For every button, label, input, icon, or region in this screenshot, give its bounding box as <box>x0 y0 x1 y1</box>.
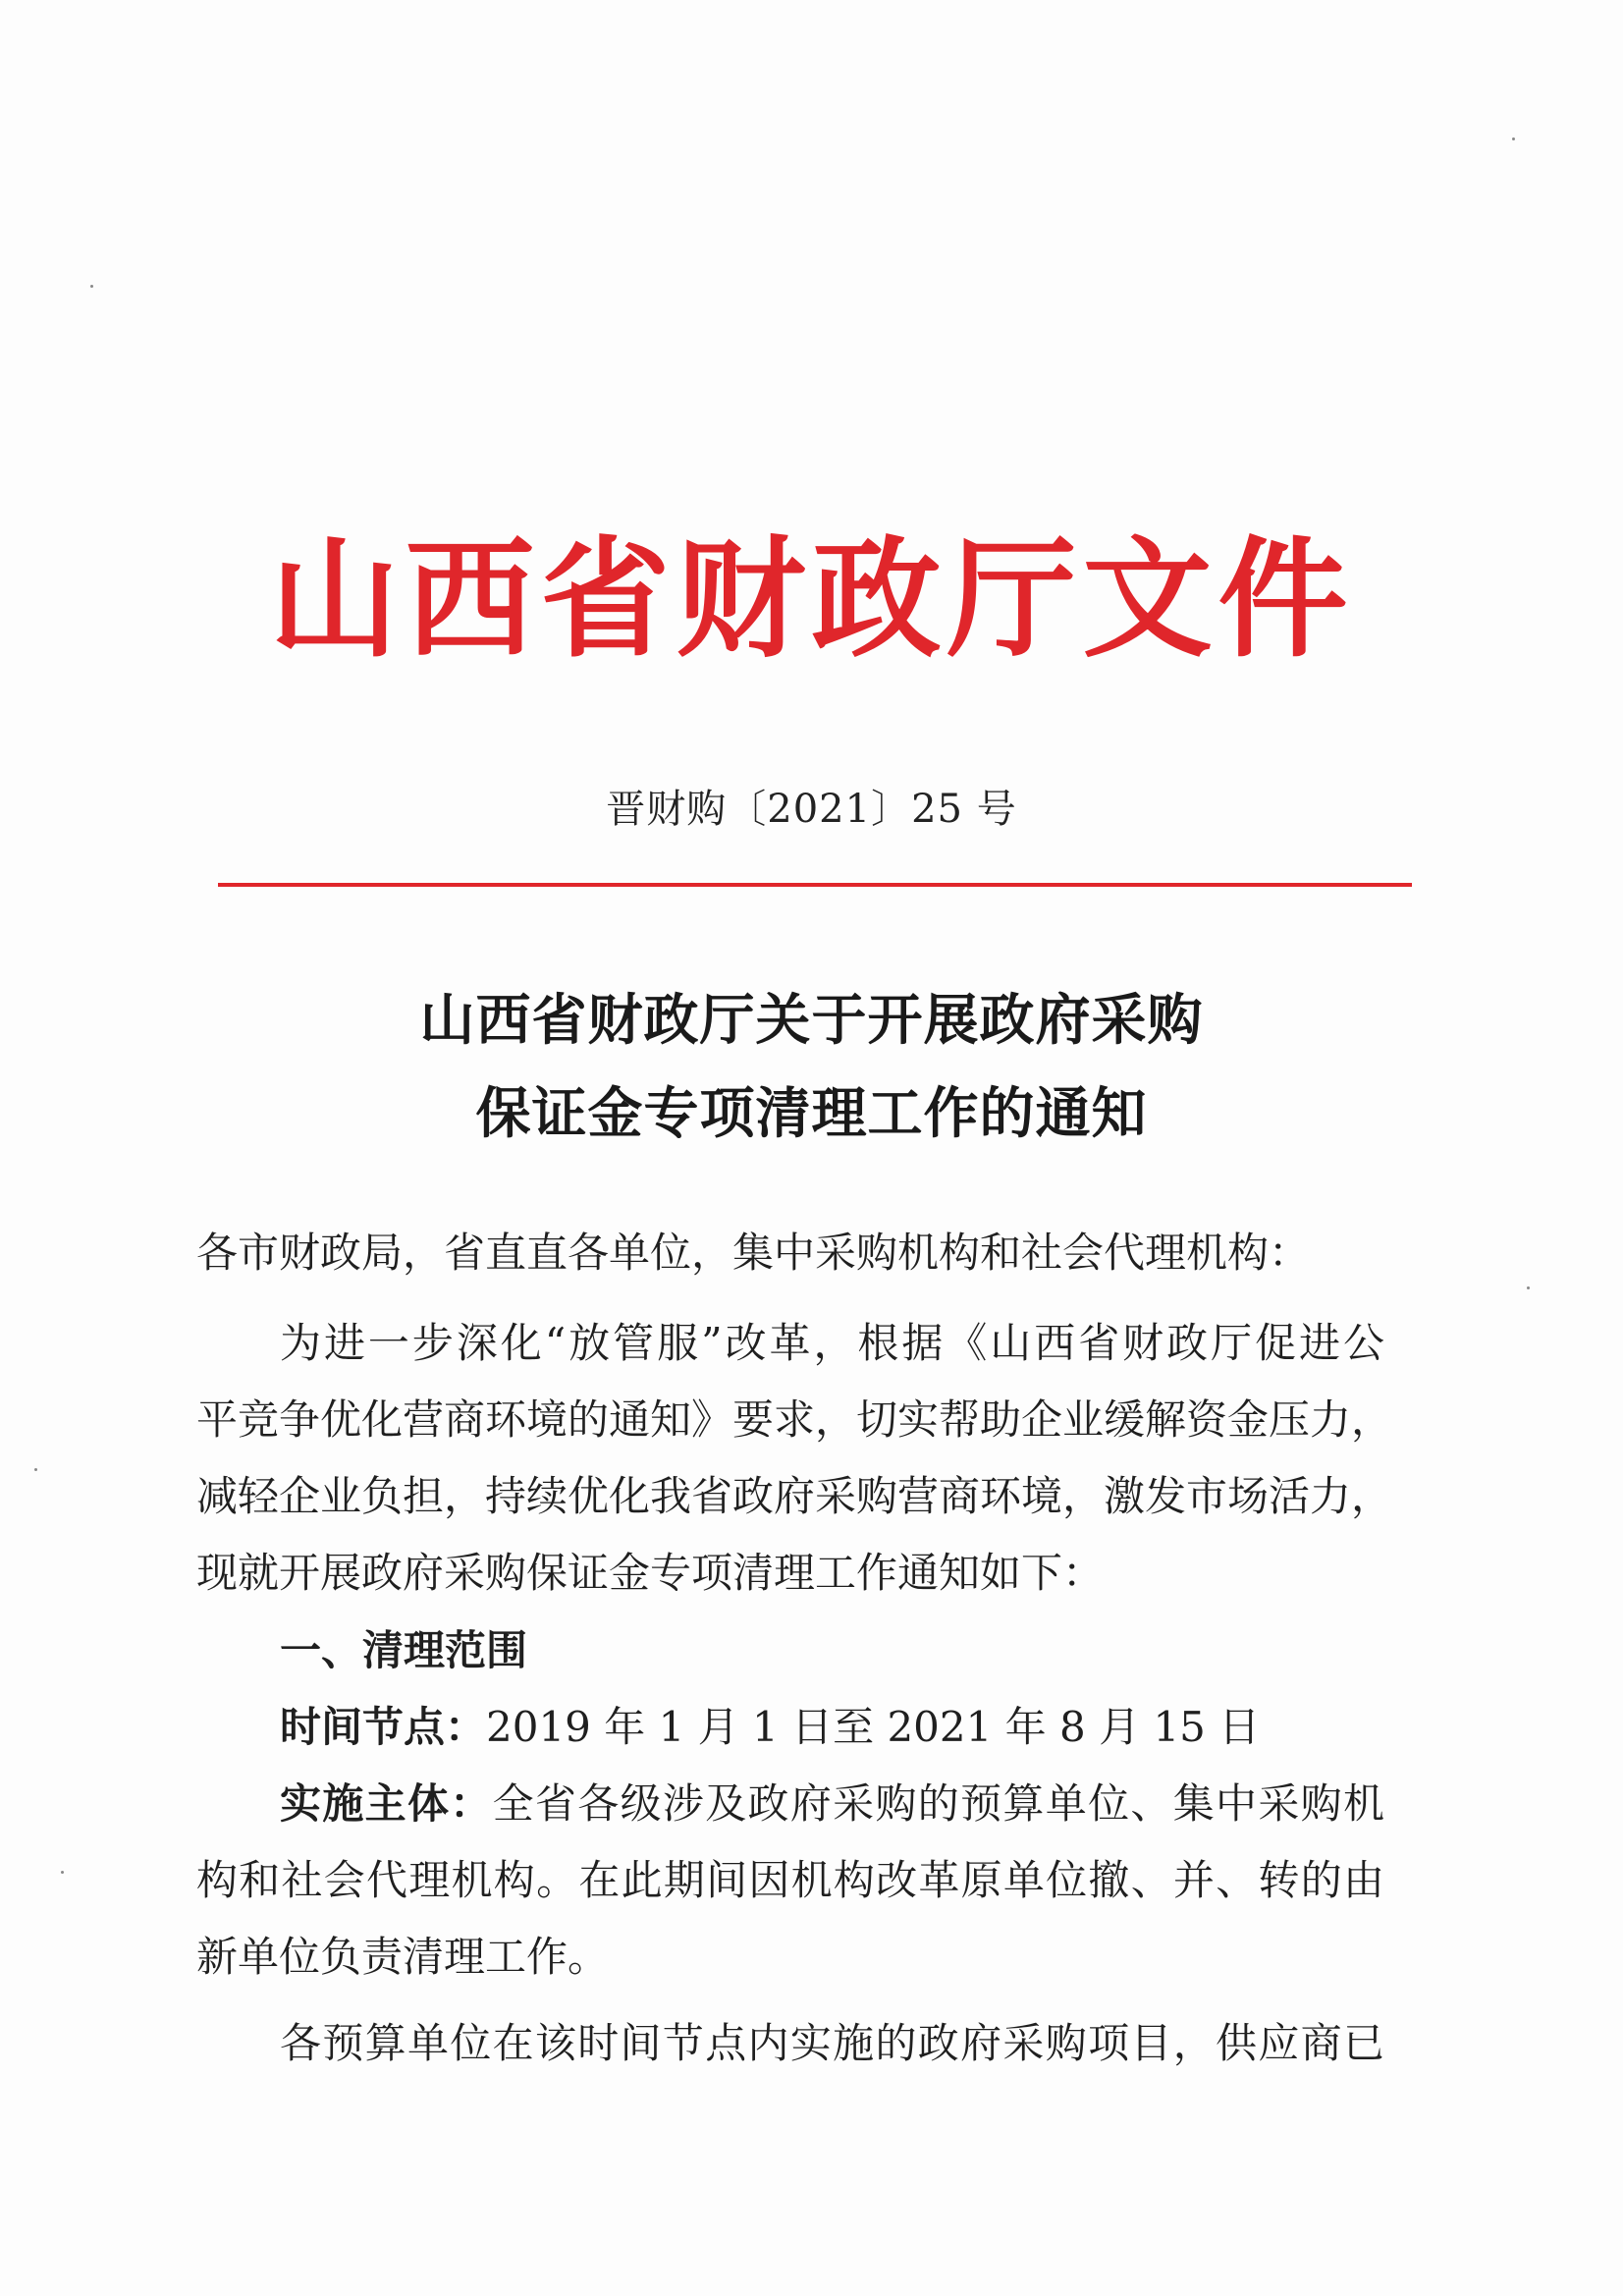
paragraph-last-line: 各预算单位在该时间节点内实施的政府采购项目，供应商已 <box>280 2019 1384 2067</box>
red-divider-line <box>218 883 1412 887</box>
time-node-label: 时间节点： <box>280 1703 487 1751</box>
scan-speck <box>1527 1286 1530 1289</box>
paragraph-1-line-3: 减轻企业负担，持续优化我省政府采购营商环境，激发市场活力， <box>196 1472 1393 1520</box>
time-node-line <box>280 1703 1468 1751</box>
scan-speck <box>34 1468 37 1471</box>
document-title-line-2: 保证金专项清理工作的通知 <box>475 1081 1148 1146</box>
document-title-line-1: 山西省财政厅关于开展政府采购 <box>419 988 1204 1053</box>
subject-text-1: 全省各级涉及政府采购的预算单位、集中采购机 <box>492 1779 1384 1828</box>
document-masthead: 山西省财政厅文件 <box>269 524 1354 676</box>
paragraph-1-line-1: 为进一步深化“放管服”改革，根据《山西省财政厅促进公 <box>280 1319 1384 1367</box>
subject-label: 实施主体： <box>280 1779 493 1828</box>
scan-speck <box>61 1871 64 1874</box>
document-number: 晋财购〔2021〕25 号 <box>606 787 1017 832</box>
addressee-line: 各市财政局，省直直各单位，集中采购机构和社会代理机构： <box>196 1229 1311 1277</box>
time-node-value: 2019 年 1 月 1 日至 2021 年 8 月 15 日 <box>486 1703 1261 1751</box>
section-1-heading: 一、清理范围 <box>280 1626 528 1674</box>
scan-speck <box>90 285 93 288</box>
paragraph-1-line-4: 现就开展政府采购保证金专项清理工作通知如下： <box>196 1549 1105 1597</box>
scan-speck <box>1512 137 1515 140</box>
subject-line-2: 构和社会代理机构。在此期间因机构改革原单位撤、并、转的由 <box>196 1856 1384 1904</box>
subject-line-1 <box>280 1779 1384 1828</box>
subject-line-3: 新单位负责清理工作。 <box>196 1933 610 1981</box>
paragraph-1-line-2: 平竞争优化营商环境的通知》要求，切实帮助企业缓解资金压力， <box>196 1395 1393 1444</box>
